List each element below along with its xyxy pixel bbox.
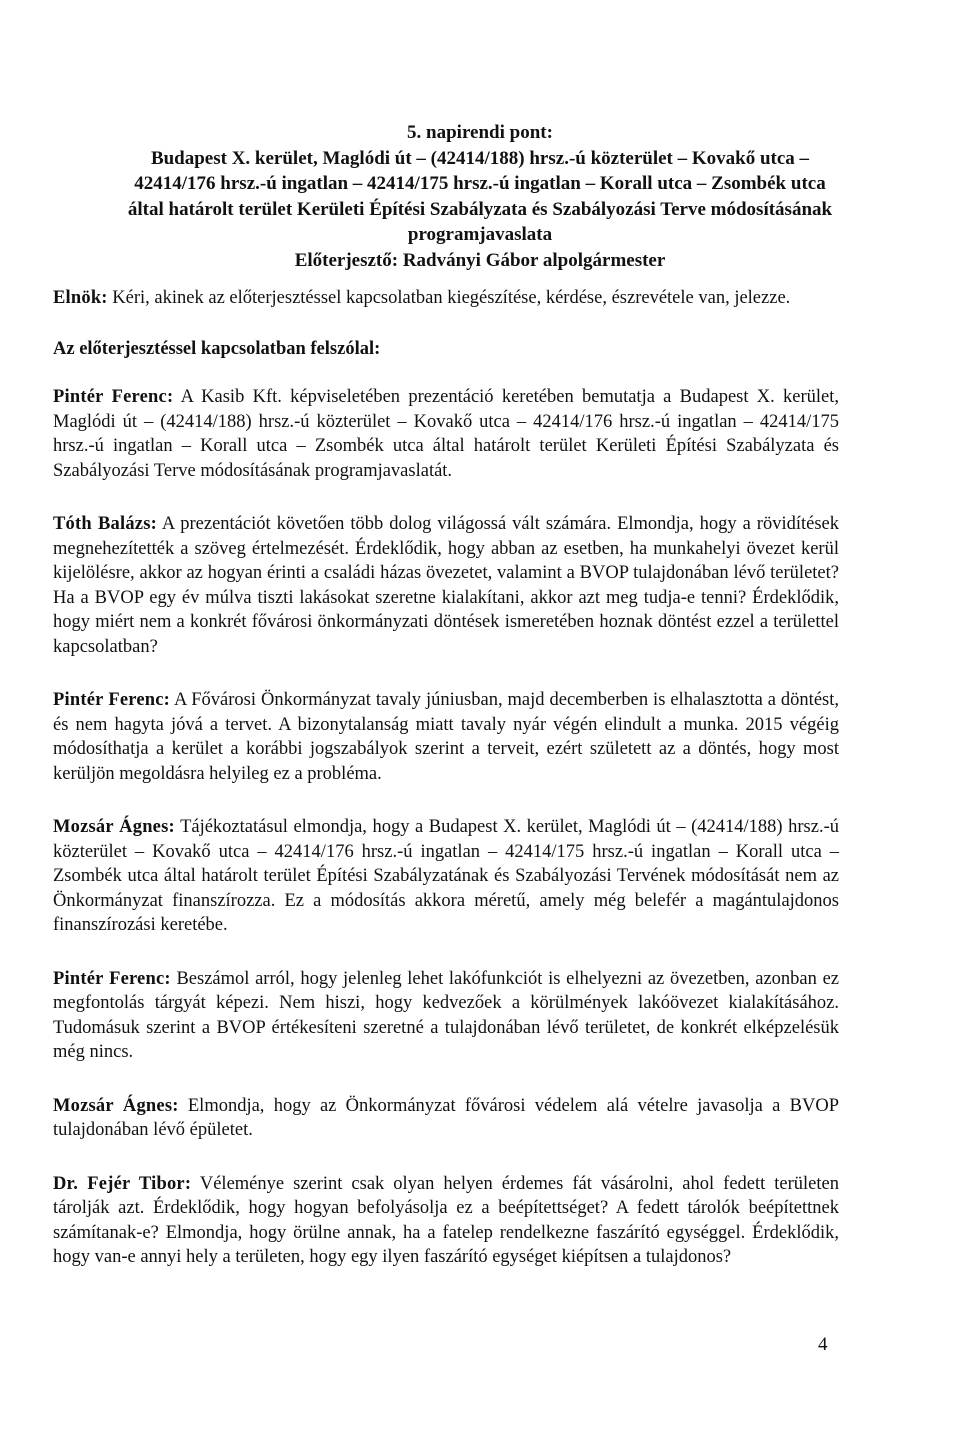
agenda-title-line: Budapest X. kerület, Maglódi út – (42414/188) hrsz.-ú közterület – Kovakő utca – bbox=[150, 147, 810, 169]
page-number: 4 bbox=[818, 1334, 828, 1355]
paragraph-text: Tájékoztatásul elmondja, hogy a Budapest X. kerület, Maglódi út – (42414/188) hrsz.-ú közterület – Kovakő utca – 42414/176 hrsz.-ú ingatlan – 42414/175 hrsz.-ú ingatlan – Korall utca – Zsombék utca által határolt terület Építési Szabályzatának és Szabályozási Tervének módosítását nem az Önkormányzat finanszírozza. Ez a módosítás akkora méretű, amely még belefér a magántulajdonos finanszírozási keretébe. bbox=[53, 817, 839, 935]
paragraph-text: A Kasib Kft. képviseletében prezentáció keretében bemutatja a Budapest X. kerület, Maglódi út – (42414/188) hrsz.-ú közterület – Kovakő utca – 42414/176 hrsz.-ú ingatlan – 42414/175 hrsz.-ú ingatlan – Korall utca – Zsombék utca által határolt terület Kerületi Építési Szabályzata és Szabályozási Terve módosításának programjavaslatát. bbox=[53, 387, 839, 481]
agenda-point-title: 5. napirendi pont: bbox=[407, 122, 553, 143]
speaker-name: Dr. Fejér Tibor: bbox=[53, 1173, 192, 1194]
minutes-paragraph bbox=[53, 815, 839, 938]
speaker-name: Tóth Balázs: bbox=[53, 514, 157, 534]
minutes-paragraph bbox=[53, 1172, 839, 1270]
presenter-line: Előterjesztő: Radványi Gábor alpolgármester bbox=[294, 249, 666, 271]
minutes-paragraph bbox=[53, 512, 839, 659]
speaker-name: Mozsár Ágnes: bbox=[53, 1095, 179, 1116]
minutes-paragraph bbox=[53, 1094, 839, 1143]
speaker-name: Pintér Ferenc: bbox=[53, 690, 170, 710]
minutes-paragraph bbox=[53, 286, 839, 311]
speaker-name: Mozsár Ágnes: bbox=[53, 817, 175, 837]
paragraph-text: Elmondja, hogy az Önkormányzat fővárosi védelem alá vételre javasolja a BVOP tulajdonában lévő épületet. bbox=[53, 1095, 839, 1140]
paragraph-text: A Fővárosi Önkormányzat tavaly júniusban, majd decemberben is elhalasztotta a döntést, és nem hagyta jóvá a tervet. A bizonytalanság miatt tavaly nyár végén elindult a munka. 2015 végéig módosíthatja a kerület a korábbi jogszabályok szerint a terveit, ezért született az a döntés, hogy most kerüljön megoldásra helyileg ez a probléma. bbox=[53, 690, 839, 784]
minutes-paragraph bbox=[53, 385, 839, 483]
agenda-title-line: által határolt terület Kerületi Építési Szabályzata és Szabályozási Terve módosításának bbox=[127, 198, 833, 220]
paragraph-text: Beszámol arról, hogy jelenleg lehet lakófunkciót is elhelyezni az övezetben, azonban ez megfontolás tárgyát képezi. Nem hiszi, hogy kedvezőek a körülmények lakóövezet kialakításához. Tudomásuk szerint a BVOP értékesíteni szeretné a tulajdonában lévő területet, de konkrét elképzelésük még nincs. bbox=[53, 968, 840, 1062]
paragraph-text: A prezentációt követően több dolog világossá vált számára. Elmondja, hogy a rövidítések megnehezítették a szöveg értelmezését. Érdeklődik, hogy abban az esetben, ha munkahelyi övezet kerül kijelölésre, akkor az hogyan érinti a családi házas övezetet, valamint a BVOP tulajdonában lévő területet? Ha a BVOP egy év múlva tiszti lakásokat szeretne kialakítani, akkor azt meg tudja-e tenni? Érdeklődik, hogy miért nem a konkrét fővárosi önkormányzati döntések ismeretében hoznak döntést ezzel a területtel kapcsolatban? bbox=[53, 514, 839, 657]
section-title: Az előterjesztéssel kapcsolatban felszólal: bbox=[53, 338, 381, 359]
speaker-name: Pintér Ferenc: bbox=[53, 387, 174, 407]
agenda-heading bbox=[60, 120, 900, 273]
agenda-title-line: programjavaslata bbox=[407, 224, 553, 245]
speaker-name: Pintér Ferenc: bbox=[53, 968, 171, 989]
minutes-paragraph bbox=[53, 967, 839, 1065]
paragraph-text: Véleménye szerint csak olyan helyen érdemes fát vásárolni, ahol fedett területen tárolják azt. Érdeklődik, hogy hogyan befolyásolja ez a beépítettséget? A fedett tárolók beépítettnek számítanak-e? Elmondja, hogy örülne annak, ha a fatelep rendelkezne faszárító egységgel. Érdeklődik, hogy van-e annyi hely a területen, hogy egy ilyen faszárító egységet kiépítsen a tulajdonos? bbox=[53, 1173, 839, 1267]
minutes-paragraph bbox=[53, 688, 839, 786]
paragraph-text: Kéri, akinek az előterjesztéssel kapcsolatban kiegészítése, kérdése, észrevétele van, jelezze. bbox=[112, 288, 791, 308]
minutes-body bbox=[53, 286, 839, 1299]
speaker-name: Elnök: bbox=[53, 288, 108, 308]
agenda-title-line: 42414/176 hrsz.-ú ingatlan – 42414/175 hrsz.-ú ingatlan – Korall utca – Zsombék utca bbox=[134, 173, 826, 194]
